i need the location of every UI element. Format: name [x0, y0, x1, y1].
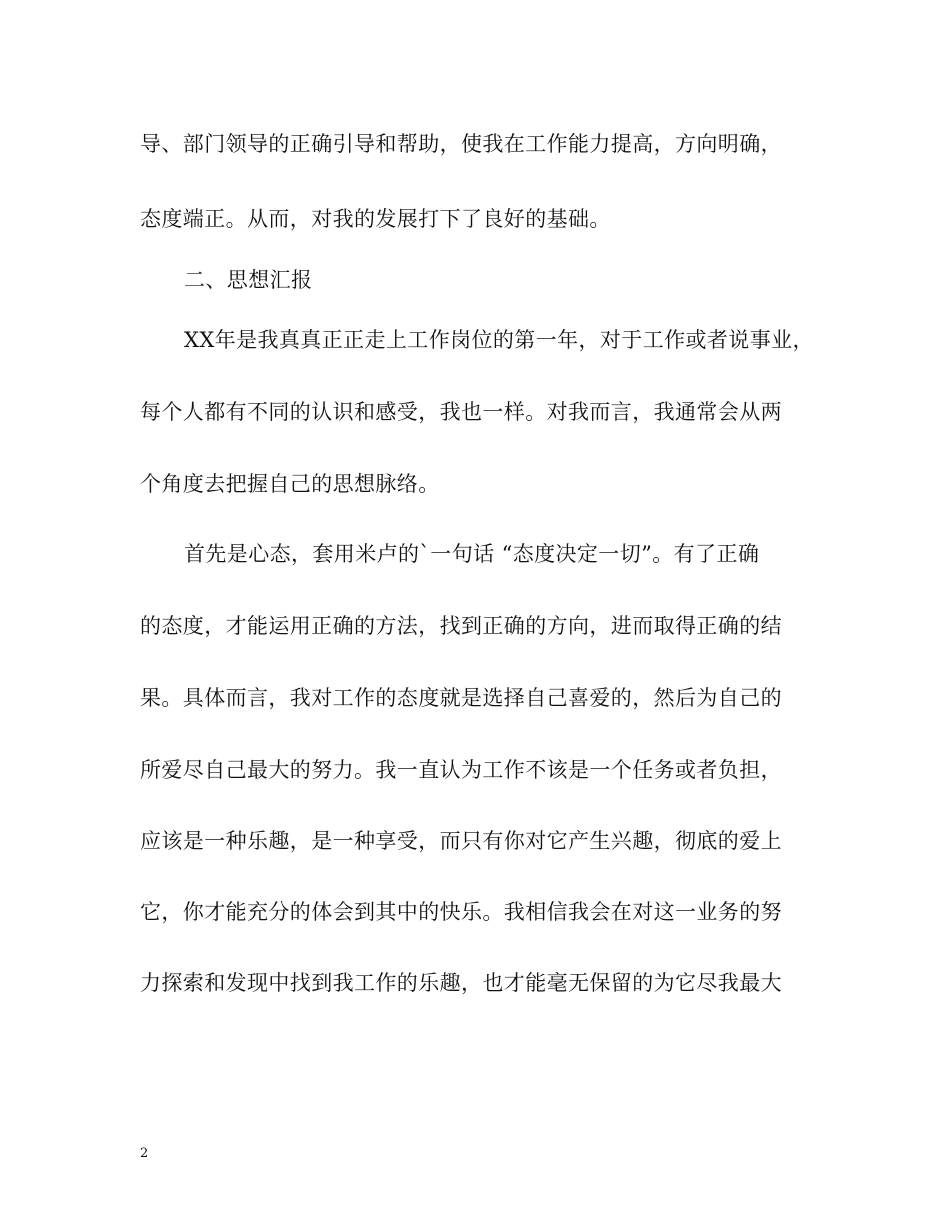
text-line-8: 的态度，才能运用正确的方法，找到正确的方向，进而取得正确的结	[140, 614, 782, 638]
text-line-13: 力探索和发现中找到我工作的乐趣，也才能毫无保留的为它尽我最大	[140, 971, 782, 995]
section-heading: 二、思想汇报	[184, 268, 313, 292]
text-line-5: 每个人都有不同的认识和感受，我也一样。对我而言，我通常会从两	[140, 400, 782, 424]
text-line-6: 个角度去把握自己的思想脉络。	[140, 472, 440, 496]
page-number: 2	[140, 1146, 149, 1161]
text-line-12: 它，你才能充分的体会到其中的快乐。我相信我会在对这一业务的努	[140, 900, 782, 924]
text-line-7: 首先是心态，套用米卢的`一句话 “态度决定一切”。有了正确	[184, 542, 760, 566]
text-line-10: 所爱尽自己最大的努力。我一直认为工作不该是一个任务或者负担，	[140, 758, 782, 782]
text-line-4: XX年是我真真正正走上工作岗位的第一年，对于工作或者说事业，	[184, 328, 814, 352]
text-line-9: 果。具体而言，我对工作的态度就是选择自己喜爱的，然后为自己的	[140, 686, 782, 710]
text-line-2: 态度端正。从而，对我的发展打下了良好的基础。	[140, 207, 611, 231]
text-line-1: 导、部门领导的正确引导和帮助，使我在工作能力提高，方向明确，	[140, 132, 782, 156]
text-line-11: 应该是一种乐趣，是一种享受，而只有你对它产生兴趣，彻底的爱上	[140, 829, 782, 853]
